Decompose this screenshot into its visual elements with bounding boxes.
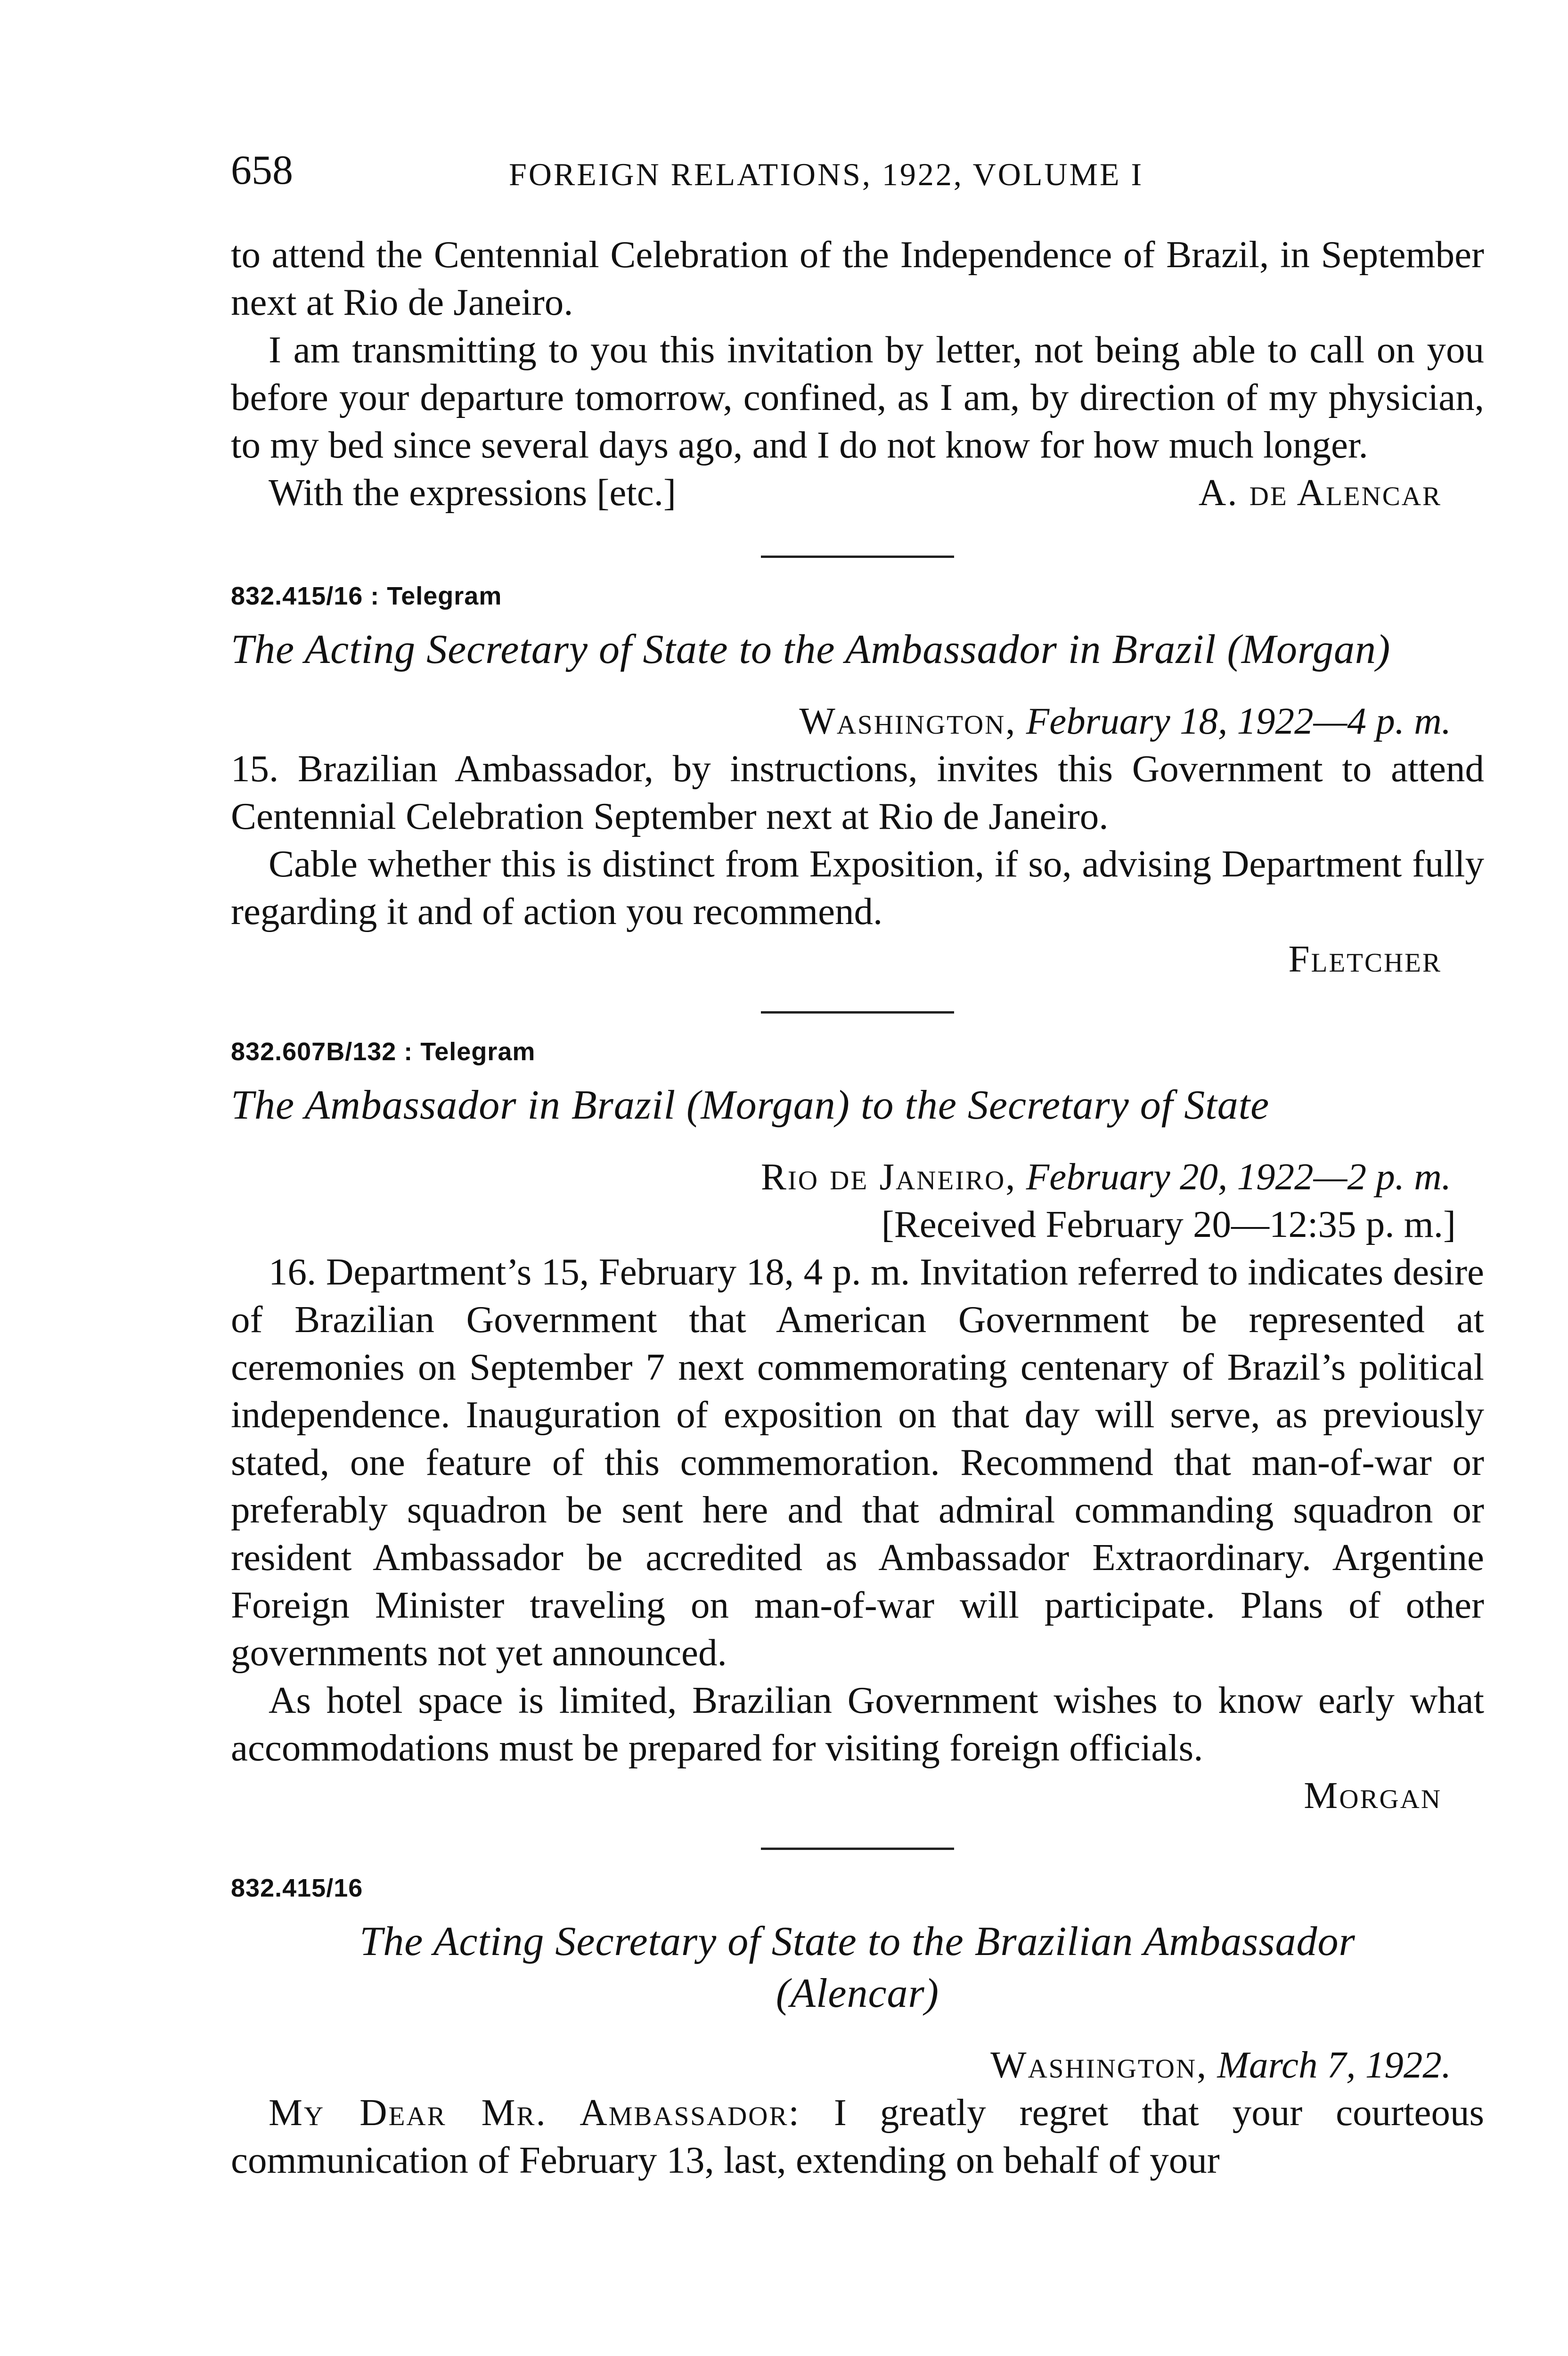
- doc3-file-reference: 832.415/16: [231, 1874, 363, 1902]
- doc2-file-reference: 832.607B/132 : Telegram: [231, 1038, 536, 1066]
- doc2-place: Rio de Janeiro,: [760, 1155, 1017, 1198]
- opening-paragraph-2: I am transmitting to you this invitation by letter, not being able to call on you before your departure tomorrow, confined, as I am, by direction of my physician, to my bed since several days ago, and I do not know for how much longer.: [231, 328, 1484, 466]
- doc3-body-text: I greatly regret that your courteous communication of February 13, last, extending on behalf of your: [231, 2091, 1484, 2181]
- doc2-signature: Morgan: [1304, 1774, 1442, 1816]
- page-header: [231, 141, 1484, 198]
- doc1-paragraph-1: 15. Brazilian Ambassador, by instructions, invites this Government to attend Centennial Celebration September next at Rio de Janeiro.: [231, 747, 1484, 837]
- doc3-paragraph-1: [231, 2089, 1484, 2184]
- opening-closing: With the expressions [etc.]: [269, 471, 676, 514]
- running-head: FOREIGN RELATIONS, 1922, VOLUME I: [509, 156, 1144, 192]
- doc1-signature: Fletcher: [1288, 938, 1442, 980]
- page-content: [231, 231, 1484, 2184]
- doc1-place: Washington,: [799, 700, 1017, 742]
- doc1-file-reference: 832.415/16 : Telegram: [231, 582, 502, 610]
- opening-paragraph-1: to attend the Centennial Celebration of the Independence of Brazil, in September next at Rio de Janeiro.: [231, 233, 1484, 323]
- doc3-salutation: My Dear Mr. Ambassador:: [269, 2091, 800, 2134]
- doc2-paragraph-1: 16. Department’s 15, February 18, 4 p. m. Invitation referred to indicates desire of Brazilian Government that American Government be represented at ceremonies on September 7 next commemorating centenary of Brazil’s political independence. Inauguration of exposition on that day will serve, as previously stated, one feature of this commemoration. Recommend that man-of-war or preferably squadron be sent here and that admiral commanding squadron or resident Ambassador be accredited as Ambassador Extraordinary. Argentine Foreign Minister traveling on man-of-war will participate. Plans of other governments not yet announced.: [231, 1251, 1484, 1674]
- doc2-received-note: [Received February 20—12:35 p. m.]: [881, 1203, 1456, 1245]
- doc3-date: March 7, 1922.: [1217, 2044, 1451, 2086]
- opening-signature: A. de Alencar: [1198, 471, 1442, 514]
- doc2-paragraph-2: As hotel space is limited, Brazilian Government wishes to know early what accommodations must be prepared for visiting foreign officials.: [231, 1679, 1484, 1769]
- doc1-title: The Acting Secretary of State to the Ambassador in Brazil (Morgan): [231, 627, 1391, 672]
- doc2-date: February 20, 1922—2 p. m.: [1026, 1155, 1451, 1198]
- doc1-paragraph-2: Cable whether this is distinct from Exposition, if so, advising Department fully regarding it and of action you recommend.: [231, 843, 1484, 933]
- page-number: 658: [231, 147, 293, 193]
- doc3-title-line-1: The Acting Secretary of State to the Brazilian Ambassador: [359, 1919, 1356, 1964]
- doc3-title-line-2: (Alencar): [776, 1971, 939, 2016]
- opening-closing-line: [231, 469, 1484, 518]
- doc2-dateline: [231, 1153, 1484, 1201]
- doc3-place: Washington,: [990, 2044, 1208, 2086]
- doc1-date: February 18, 1922—4 p. m.: [1026, 700, 1451, 742]
- doc1-dateline: [231, 697, 1484, 745]
- doc2-title: The Ambassador in Brazil (Morgan) to the Secretary of State: [231, 1082, 1270, 1128]
- doc3-dateline: [231, 2041, 1484, 2089]
